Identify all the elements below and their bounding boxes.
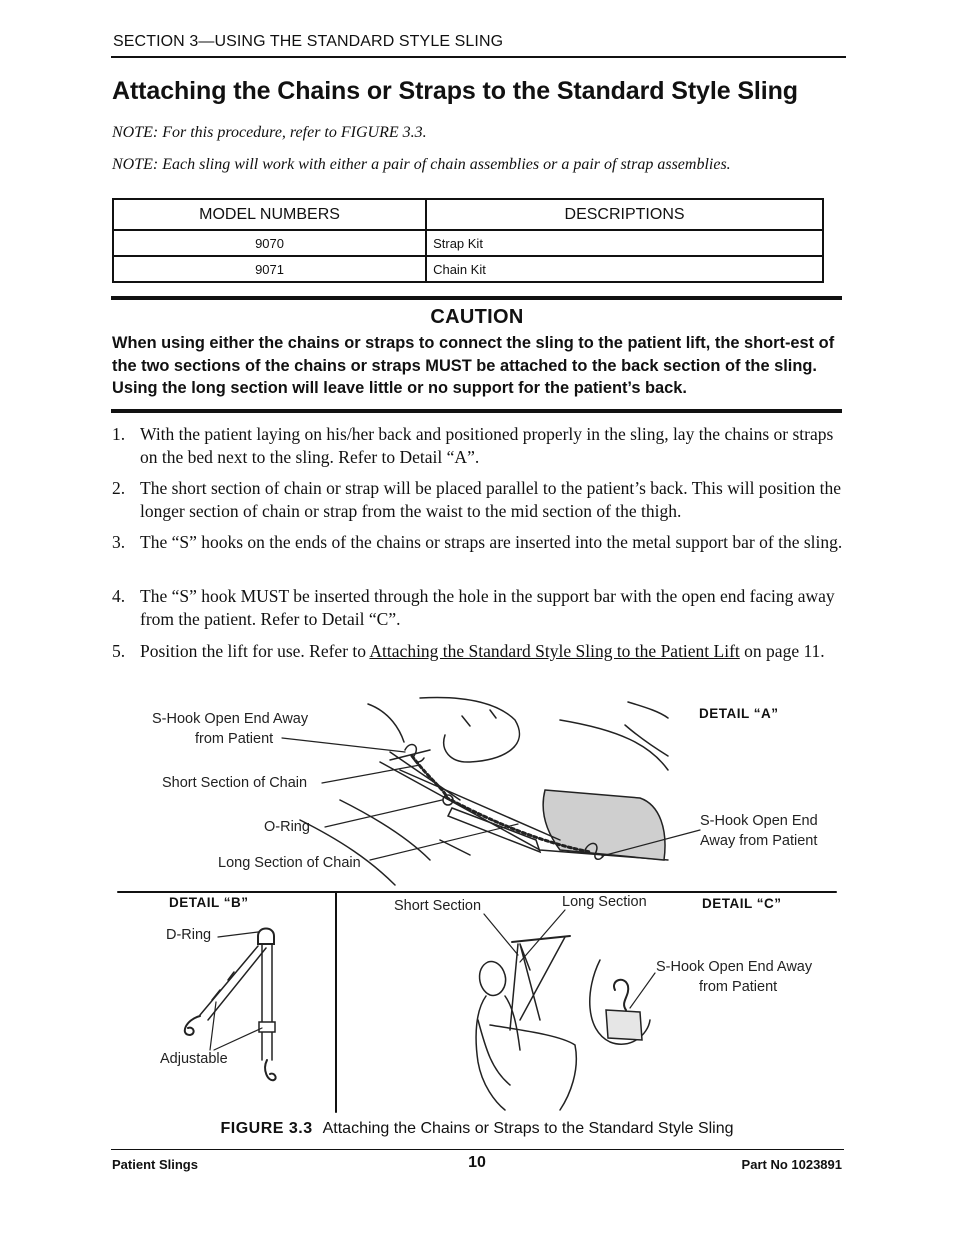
step-number: 4. <box>112 586 126 606</box>
sleeve-lines <box>462 710 496 726</box>
step-text <box>140 640 852 663</box>
d-ring-shape <box>258 929 274 945</box>
list-item <box>112 585 852 631</box>
sling-straps-c <box>510 937 565 1030</box>
label-long-section: Long Section <box>562 894 647 910</box>
strap-hook-left <box>185 1016 200 1035</box>
label-long-chain: Long Section of Chain <box>218 855 361 871</box>
caution-text: When using either the chains or straps to connect the sling to the patient lift, the short-est of the two sections of the chains or straps MUST be attached to the back section of the sling. Using the long section will leave little or no support for the patient’s back. <box>112 334 835 397</box>
footer-part-number: Part No 1023891 <box>741 1157 842 1172</box>
list-item <box>112 640 852 663</box>
cross-reference-link[interactable]: Attaching the Standard Style Sling to the Patient Lift <box>369 641 740 661</box>
label-s-hook-right-1: S-Hook Open End <box>700 813 818 829</box>
label-short-chain: Short Section of Chain <box>162 775 308 791</box>
leg-outline-lower <box>628 702 668 718</box>
step-number: 5. <box>112 641 126 661</box>
figure-caption-text: Attaching the Chains or Straps to the Standard Style Sling <box>322 1120 734 1137</box>
strap-vertical <box>262 944 272 1060</box>
leader-adjustable-1 <box>210 1002 216 1050</box>
table-row <box>113 230 823 256</box>
leader-s-hook-c <box>630 973 655 1008</box>
table-row <box>113 256 823 282</box>
table-header-row <box>113 199 823 230</box>
footer-doc-title: Patient Slings <box>112 1157 198 1172</box>
table-cell-description: Strap Kit <box>426 230 823 256</box>
sling-seat <box>490 1025 576 1110</box>
label-s-hook-right-2: Away from Patient <box>700 833 818 849</box>
caution-title: CAUTION <box>430 306 524 328</box>
strap-hook-bottom <box>265 1060 276 1080</box>
label-d-ring: D-Ring <box>166 927 212 943</box>
list-item <box>112 423 852 469</box>
sling-back <box>478 1020 510 1085</box>
step-text: The “S” hooks on the ends of the chains or straps are inserted into the metal support bar of the sling. <box>140 532 843 552</box>
step-text: With the patient laying on his/her back and positioned properly in the sling, lay the chains or straps on the bed next to the sling. Refer to Detail “A”. <box>140 424 834 467</box>
sling-edge <box>390 752 460 800</box>
caution-rule-bottom <box>111 409 842 413</box>
label-adjustable: Adjustable <box>160 1051 228 1067</box>
figure-caption <box>0 1120 954 1138</box>
leader-adjustable-2 <box>214 1028 262 1050</box>
section-header: SECTION 3—USING THE STANDARD STYLE SLING <box>113 33 504 50</box>
label-s-hook-c-1: S-Hook Open End Away <box>656 959 813 975</box>
detail-a-title: DETAIL “A” <box>699 706 779 721</box>
table-cell-model: 9071 <box>113 256 426 282</box>
table-header-description: DESCRIPTIONS <box>426 199 823 230</box>
leader-long-section <box>520 910 565 962</box>
detail-b-title: DETAIL “B” <box>169 895 249 910</box>
list-item <box>112 531 852 554</box>
label-o-ring: O-Ring <box>264 819 310 835</box>
list-item <box>112 477 852 523</box>
patient-head <box>480 962 506 996</box>
header-rule <box>111 56 846 58</box>
step-number: 1. <box>112 424 126 444</box>
page-title: Attaching the Chains or Straps to the Standard Style Sling <box>112 77 798 105</box>
leader-short-section <box>484 914 518 955</box>
leader-o-ring <box>325 800 442 827</box>
sling-panel <box>543 790 665 860</box>
note-assemblies: NOTE: Each sling will work with either a pair of chain assemblies or a pair of strap assemblies. <box>112 156 731 173</box>
table-cell-model: 9070 <box>113 230 426 256</box>
table-header-model: MODEL NUMBERS <box>113 199 426 230</box>
label-short-section: Short Section <box>394 898 482 914</box>
step-number: 3. <box>112 532 126 552</box>
footer-rule <box>111 1149 844 1150</box>
label-s-hook-c-2: from Patient <box>699 979 778 995</box>
leader-d-ring <box>218 932 258 937</box>
strap-diagonal <box>200 946 266 1020</box>
detail-c-title: DETAIL “C” <box>702 896 782 911</box>
model-table <box>112 198 824 283</box>
step-text: The “S” hook MUST be inserted through the hole in the support bar with the open end facing away from the patient. Refer to Detail “C”. <box>140 586 835 629</box>
hook-inset-hook <box>614 980 628 1010</box>
adjuster-arrows <box>212 972 234 1000</box>
label-s-hook-left-2: from Patient <box>195 731 274 747</box>
table-cell-description: Chain Kit <box>426 256 823 282</box>
hook-inset-panel <box>606 1010 642 1040</box>
step-number: 2. <box>112 478 126 498</box>
leader-s-hook-left <box>282 738 405 752</box>
adjuster-buckle <box>259 1022 275 1032</box>
figure-caption-label: FIGURE 3.3 <box>220 1120 313 1137</box>
step-text: The short section of chain or strap will be placed parallel to the patient’s back. This will position the longer section of chain or strap from the waist to the mid section of the thigh. <box>140 478 841 521</box>
arm-outline <box>420 697 519 762</box>
page-number: 10 <box>468 1154 486 1171</box>
bed-outline <box>368 704 404 742</box>
step-text-before: Position the lift for use. Refer to <box>140 641 370 661</box>
step-text-after: on page 11. <box>739 641 825 661</box>
leader-short-chain <box>322 765 420 783</box>
note-figure-reference: NOTE: For this procedure, refer to FIGURE 3.3. <box>112 124 427 141</box>
patient-body <box>476 996 520 1110</box>
caution-rule-top <box>111 296 842 300</box>
label-s-hook-left-1: S-Hook Open End Away <box>152 711 309 727</box>
